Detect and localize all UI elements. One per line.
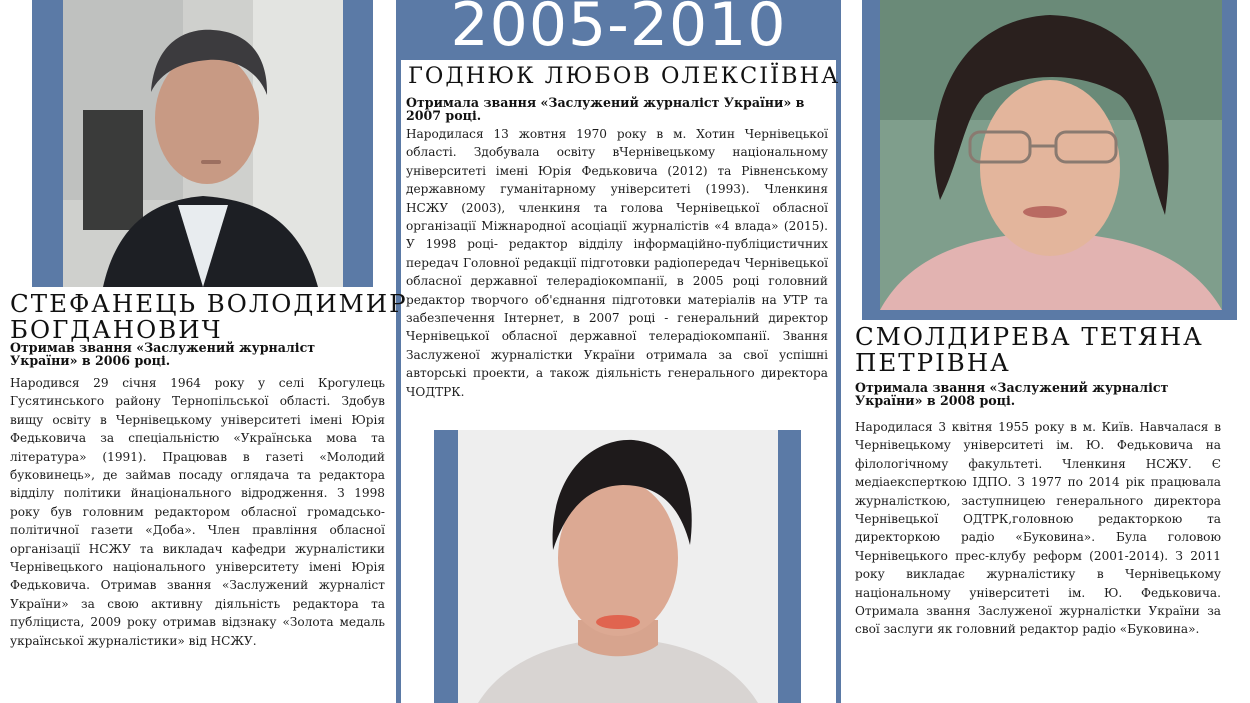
hodniuk-photo [458, 430, 778, 703]
man-portrait-icon [63, 0, 343, 287]
hodniuk-bio: Народилася 13 жовтня 1970 року в м. Хотин Чернівецької області. Здобувала освіту вЧернівецькому національному університеті імені Юрія Федьковича (2012) та Рівненському державному гуманітарному університеті (1993). Членкиня НСЖУ (2003), членкиня та голова Чернівецької обласної організації Міжнародної асоціації журналістів «4 влада» (2015). У 1998 році- редактор відділу інформаційно-публіцистичних передач Головної редакції підготовки радіопередач Чернівецької обласної державної телерадіокомпанії, в 2005 році головний редактор творчого об'єднання підготовки матеріалів на УТР та забезпечення Інтернет, в 2007 році - генеральний директор Чернівецької обласної державної телерадіокомпанії. Звання Заслуженої журналістки України отримала за свої успішні авторські проекти, а також діяльність генерального директора ЧОДТРК. [406, 127, 828, 399]
smoldyreva-name-line1: СМОЛДИРЕВА ТЕТЯНА [855, 322, 1204, 351]
stefanets-photo [63, 0, 343, 287]
years-heading: 2005-2010 [450, 0, 787, 60]
stefanets-name-line1: СТЕФАНЕЦЬ ВОЛОДИМИР [10, 289, 408, 318]
stefanets-bio: Народився 29 січня 1964 року у селі Крогулець Гусятинського району Тернопільської області. Здобув вищу освіту в Чернівецькому університеті імені Юрія Федьковича за спеціальністю «Українська мова та література» (1991). Працював в газеті «Молодий буковинець», де займав посаду оглядача та редактора відділу політики йнаціонального відродження. З 1998 року був головним редактором обласної громадсько-політичної газети «Доба». Член правління обласної організації НСЖУ та викладач кафедри журналістики Чернівецького національного університету імені Юрія Федьковича. Отримав звання «Заслужений журналіст України» за свою активну діяльність редактора та публіциста, 2009 року отримав відзнаку «Золота медаль української журналістики» від НСЖУ. [10, 376, 385, 648]
smoldyreva-photo [880, 0, 1222, 310]
stefanets-name-line2: БОГДАНОВИЧ [10, 315, 223, 344]
woman-glasses-portrait-icon [880, 0, 1222, 310]
hodniuk-name: ГОДНЮК ЛЮБОВ ОЛЕКСІЇВНА [408, 63, 841, 89]
smoldyreva-name-line2: ПЕТРІВНА [855, 348, 1011, 377]
stefanets-award: Отримав звання «Заслужений журналіст України» в 2006 році. [10, 340, 316, 369]
woman-portrait-icon [458, 430, 778, 703]
hodniuk-award: Отримала звання «Заслужений журналіст України» в 2007 році. [406, 95, 805, 124]
smoldyreva-bio: Народилася 3 квітня 1955 року в м. Київ. Навчалася в Чернівецькому університеті ім. Ю. Федьковича на філологічному факультеті. Членкиня НСЖУ. Є медіаексперткою ІДПО. З 1977 по 2014 рік працювала журналісткою, заступницею генерального директора Чернівецької ОДТРК,головною редакторкою та директоркою радіо «Буковина». Була головою Чернівецького прес-клубу реформ (2001-2014). З 2011 року викладає журналістику в Чернівецькому національному університеті ім. Ю. Федьковича. Отримала звання Заслуженої журналістки України за свої заслуги як головний редактор радіо «Буковина». [855, 420, 1221, 637]
smoldyreva-award: Отримала звання «Заслужений журналіст України» в 2008 році. [855, 380, 1169, 409]
